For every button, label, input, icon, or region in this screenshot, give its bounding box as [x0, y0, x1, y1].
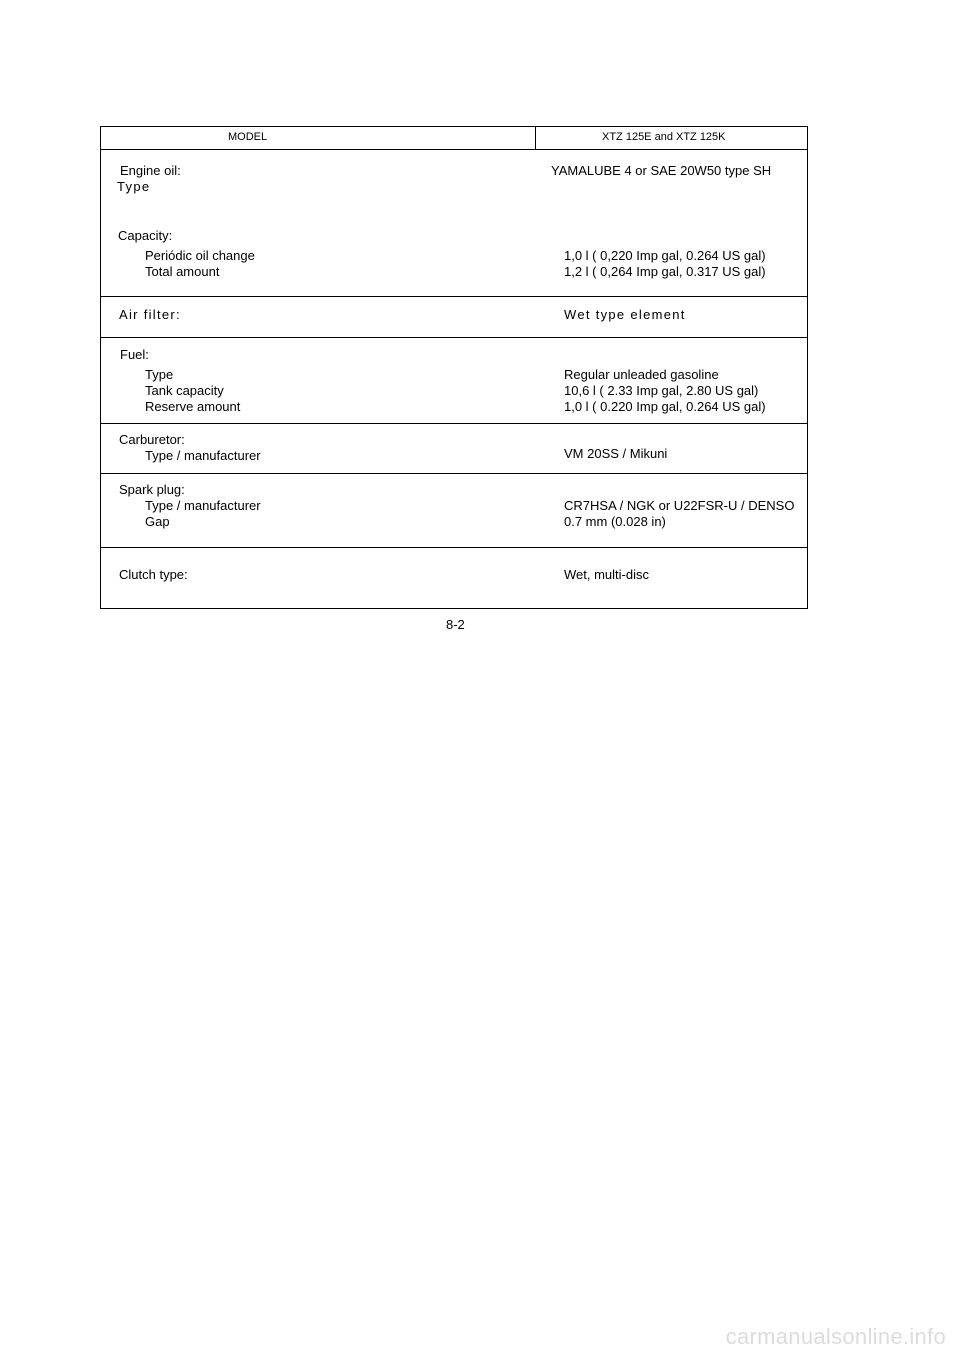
- spark-plug-gap-label: Gap: [145, 514, 170, 529]
- row-divider: [101, 337, 807, 338]
- carburetor-title: Carburetor:: [119, 432, 185, 447]
- model-label: MODEL: [228, 131, 268, 143]
- engine-oil-capacity-label: Capacity:: [118, 228, 173, 243]
- fuel-tank-value: 10,6 l ( 2.33 Imp gal, 2.80 US gal): [564, 383, 759, 398]
- spark-plug-gap-value: 0.7 mm (0.028 in): [564, 514, 666, 529]
- fuel-reserve-label: Reserve amount: [145, 399, 241, 414]
- fuel-tank-label: Tank capacity: [145, 383, 224, 398]
- fuel-type-label: Type: [145, 367, 174, 382]
- fuel-title: Fuel:: [120, 347, 149, 362]
- spec-table: [100, 126, 808, 609]
- clutch-type-value: Wet, multi-disc: [564, 567, 649, 582]
- header-divider: [535, 127, 536, 149]
- engine-oil-periodic-value: 1,0 l ( 0,220 Imp gal, 0.264 US gal): [564, 248, 766, 263]
- row-divider: [101, 149, 807, 150]
- spark-plug-type-value: CR7HSA / NGK or U22FSR-U / DENSO: [564, 498, 795, 513]
- row-divider: [101, 423, 807, 424]
- model-value: XTZ 125E and XTZ 125K: [602, 131, 726, 143]
- engine-oil-total-value: 1,2 l ( 0,264 Imp gal, 0.317 US gal): [564, 264, 766, 279]
- fuel-reserve-value: 1,0 l ( 0.220 Imp gal, 0.264 US gal): [564, 399, 766, 414]
- air-filter-label: Air filter:: [119, 307, 181, 322]
- page-number: 8-2: [446, 617, 465, 632]
- carburetor-type-label: Type / manufacturer: [145, 448, 261, 463]
- spark-plug-title: Spark plug:: [119, 482, 185, 497]
- clutch-type-label: Clutch type:: [119, 567, 188, 582]
- engine-oil-total-label: Total amount: [145, 264, 220, 279]
- row-divider: [101, 473, 807, 474]
- engine-oil-type-value: YAMALUBE 4 or SAE 20W50 type SH: [551, 163, 772, 178]
- engine-oil-title: Engine oil:: [120, 163, 181, 178]
- row-divider: [101, 547, 807, 548]
- fuel-type-value: Regular unleaded gasoline: [564, 367, 719, 382]
- engine-oil-type-label: Type: [117, 179, 151, 194]
- engine-oil-periodic-label: Periódic oil change: [145, 248, 255, 263]
- watermark: carmanualsonline.info: [725, 1324, 946, 1349]
- air-filter-value: Wet type element: [564, 307, 686, 322]
- row-divider: [101, 296, 807, 297]
- spark-plug-type-label: Type / manufacturer: [145, 498, 261, 513]
- carburetor-type-value: VM 20SS / Mikuni: [564, 446, 668, 461]
